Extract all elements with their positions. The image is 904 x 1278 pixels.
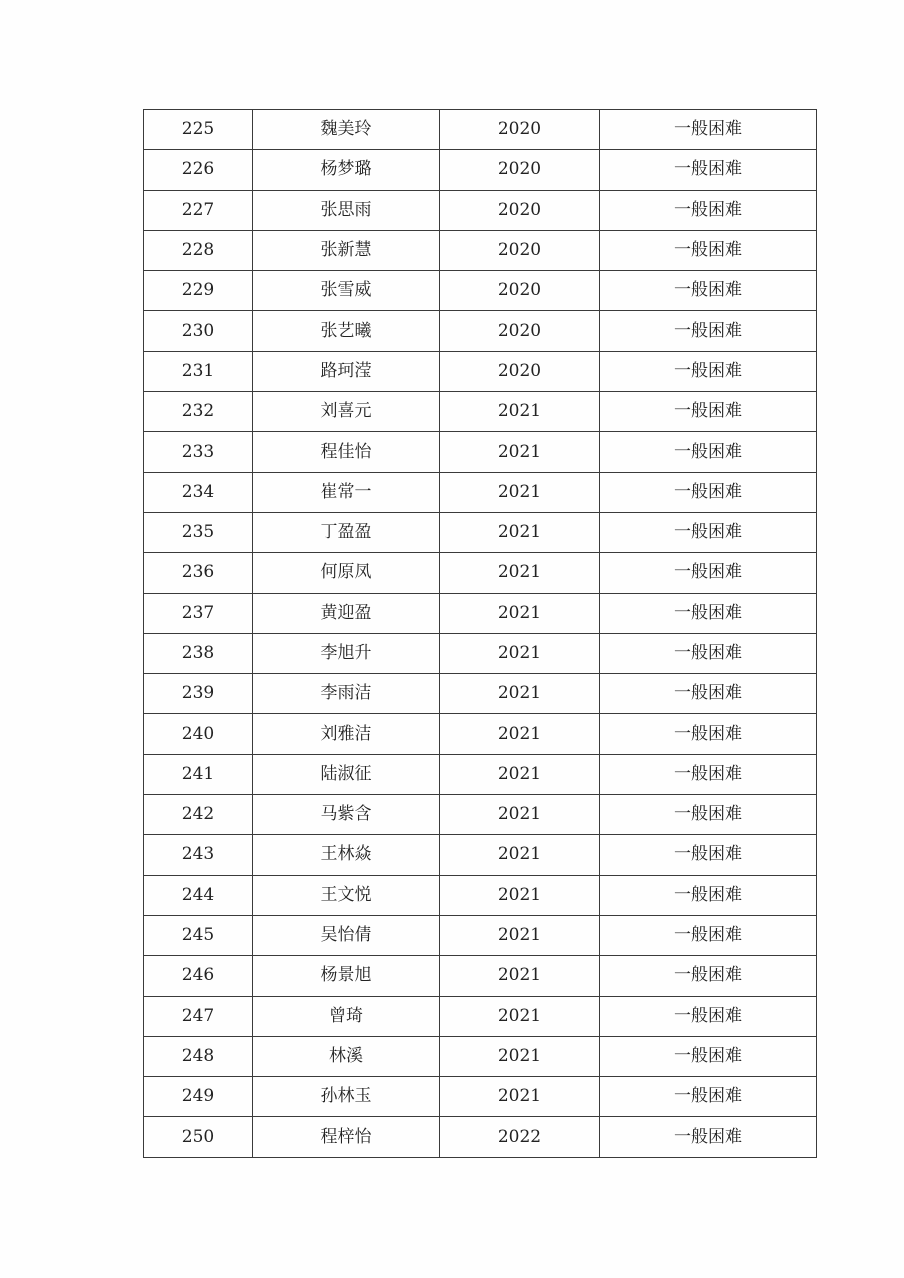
difficulty-level-cell: 一般困难 <box>600 190 817 230</box>
difficulty-level-cell: 一般困难 <box>600 674 817 714</box>
student-name-cell: 黄迎盈 <box>253 593 440 633</box>
difficulty-level-cell: 一般困难 <box>600 553 817 593</box>
table-row <box>144 150 817 190</box>
enrollment-year-cell: 2021 <box>440 392 600 432</box>
table-row <box>144 351 817 391</box>
table-row <box>144 795 817 835</box>
student-name-cell: 林溪 <box>253 1036 440 1076</box>
enrollment-year-cell: 2021 <box>440 754 600 794</box>
student-name-cell: 张新慧 <box>253 230 440 270</box>
row-number-cell: 244 <box>144 875 253 915</box>
difficulty-level-cell: 一般困难 <box>600 996 817 1036</box>
student-name-cell: 路珂滢 <box>253 351 440 391</box>
student-name-cell: 杨梦璐 <box>253 150 440 190</box>
student-name-cell: 张思雨 <box>253 190 440 230</box>
enrollment-year-cell: 2020 <box>440 271 600 311</box>
row-number-cell: 246 <box>144 956 253 996</box>
difficulty-level-cell: 一般困难 <box>600 512 817 552</box>
difficulty-level-cell: 一般困难 <box>600 351 817 391</box>
row-number-cell: 248 <box>144 1036 253 1076</box>
student-name-cell: 孙林玉 <box>253 1077 440 1117</box>
row-number-cell: 232 <box>144 392 253 432</box>
row-number-cell: 235 <box>144 512 253 552</box>
student-name-cell: 崔常一 <box>253 472 440 512</box>
student-name-cell: 马紫含 <box>253 795 440 835</box>
row-number-cell: 240 <box>144 714 253 754</box>
table-row <box>144 754 817 794</box>
row-number-cell: 237 <box>144 593 253 633</box>
row-number-cell: 234 <box>144 472 253 512</box>
row-number-cell: 228 <box>144 230 253 270</box>
difficulty-level-cell: 一般困难 <box>600 110 817 150</box>
difficulty-level-cell: 一般困难 <box>600 714 817 754</box>
row-number-cell: 241 <box>144 754 253 794</box>
enrollment-year-cell: 2021 <box>440 674 600 714</box>
difficulty-level-cell: 一般困难 <box>600 633 817 673</box>
enrollment-year-cell: 2021 <box>440 956 600 996</box>
table-row <box>144 956 817 996</box>
student-roster-table <box>143 109 817 1158</box>
row-number-cell: 225 <box>144 110 253 150</box>
difficulty-level-cell: 一般困难 <box>600 915 817 955</box>
table-row <box>144 230 817 270</box>
enrollment-year-cell: 2020 <box>440 230 600 270</box>
row-number-cell: 242 <box>144 795 253 835</box>
enrollment-year-cell: 2021 <box>440 553 600 593</box>
table-row <box>144 915 817 955</box>
enrollment-year-cell: 2021 <box>440 1077 600 1117</box>
enrollment-year-cell: 2021 <box>440 432 600 472</box>
row-number-cell: 226 <box>144 150 253 190</box>
table-row <box>144 714 817 754</box>
enrollment-year-cell: 2021 <box>440 512 600 552</box>
difficulty-level-cell: 一般困难 <box>600 230 817 270</box>
difficulty-level-cell: 一般困难 <box>600 795 817 835</box>
row-number-cell: 227 <box>144 190 253 230</box>
difficulty-level-cell: 一般困难 <box>600 271 817 311</box>
row-number-cell: 239 <box>144 674 253 714</box>
table-row <box>144 593 817 633</box>
row-number-cell: 249 <box>144 1077 253 1117</box>
row-number-cell: 243 <box>144 835 253 875</box>
table-row <box>144 271 817 311</box>
table-row <box>144 512 817 552</box>
difficulty-level-cell: 一般困难 <box>600 754 817 794</box>
difficulty-level-cell: 一般困难 <box>600 593 817 633</box>
difficulty-level-cell: 一般困难 <box>600 835 817 875</box>
student-name-cell: 陆淑征 <box>253 754 440 794</box>
student-name-cell: 丁盈盈 <box>253 512 440 552</box>
difficulty-level-cell: 一般困难 <box>600 956 817 996</box>
table-row <box>144 1117 817 1157</box>
table-row <box>144 875 817 915</box>
roster-body <box>144 110 817 1158</box>
table-row <box>144 190 817 230</box>
enrollment-year-cell: 2021 <box>440 1036 600 1076</box>
difficulty-level-cell: 一般困难 <box>600 875 817 915</box>
enrollment-year-cell: 2021 <box>440 996 600 1036</box>
difficulty-level-cell: 一般困难 <box>600 392 817 432</box>
row-number-cell: 238 <box>144 633 253 673</box>
enrollment-year-cell: 2020 <box>440 150 600 190</box>
row-number-cell: 231 <box>144 351 253 391</box>
difficulty-level-cell: 一般困难 <box>600 1077 817 1117</box>
difficulty-level-cell: 一般困难 <box>600 150 817 190</box>
student-name-cell: 刘喜元 <box>253 392 440 432</box>
table-row <box>144 472 817 512</box>
student-name-cell: 李雨洁 <box>253 674 440 714</box>
enrollment-year-cell: 2020 <box>440 311 600 351</box>
student-name-cell: 魏美玲 <box>253 110 440 150</box>
difficulty-level-cell: 一般困难 <box>600 311 817 351</box>
table-row <box>144 1036 817 1076</box>
row-number-cell: 245 <box>144 915 253 955</box>
enrollment-year-cell: 2020 <box>440 190 600 230</box>
enrollment-year-cell: 2021 <box>440 835 600 875</box>
enrollment-year-cell: 2021 <box>440 795 600 835</box>
table-row <box>144 432 817 472</box>
row-number-cell: 236 <box>144 553 253 593</box>
enrollment-year-cell: 2021 <box>440 472 600 512</box>
student-name-cell: 刘雅洁 <box>253 714 440 754</box>
enrollment-year-cell: 2020 <box>440 110 600 150</box>
table-row <box>144 996 817 1036</box>
enrollment-year-cell: 2021 <box>440 714 600 754</box>
table-row <box>144 674 817 714</box>
table-row <box>144 835 817 875</box>
student-name-cell: 何原凤 <box>253 553 440 593</box>
enrollment-year-cell: 2022 <box>440 1117 600 1157</box>
student-name-cell: 王林焱 <box>253 835 440 875</box>
row-number-cell: 230 <box>144 311 253 351</box>
table-row <box>144 311 817 351</box>
row-number-cell: 233 <box>144 432 253 472</box>
row-number-cell: 247 <box>144 996 253 1036</box>
row-number-cell: 250 <box>144 1117 253 1157</box>
student-name-cell: 程佳怡 <box>253 432 440 472</box>
difficulty-level-cell: 一般困难 <box>600 432 817 472</box>
student-name-cell: 杨景旭 <box>253 956 440 996</box>
student-name-cell: 王文悦 <box>253 875 440 915</box>
table-row <box>144 110 817 150</box>
student-name-cell: 曾琦 <box>253 996 440 1036</box>
enrollment-year-cell: 2021 <box>440 633 600 673</box>
table-row <box>144 633 817 673</box>
enrollment-year-cell: 2021 <box>440 593 600 633</box>
difficulty-level-cell: 一般困难 <box>600 1036 817 1076</box>
student-name-cell: 吴怡倩 <box>253 915 440 955</box>
difficulty-level-cell: 一般困难 <box>600 472 817 512</box>
enrollment-year-cell: 2021 <box>440 875 600 915</box>
enrollment-year-cell: 2020 <box>440 351 600 391</box>
difficulty-level-cell: 一般困难 <box>600 1117 817 1157</box>
student-name-cell: 张雪威 <box>253 271 440 311</box>
row-number-cell: 229 <box>144 271 253 311</box>
student-name-cell: 李旭升 <box>253 633 440 673</box>
student-name-cell: 张艺曦 <box>253 311 440 351</box>
student-name-cell: 程梓怡 <box>253 1117 440 1157</box>
table-row <box>144 553 817 593</box>
enrollment-year-cell: 2021 <box>440 915 600 955</box>
table-row <box>144 1077 817 1117</box>
table-row <box>144 392 817 432</box>
